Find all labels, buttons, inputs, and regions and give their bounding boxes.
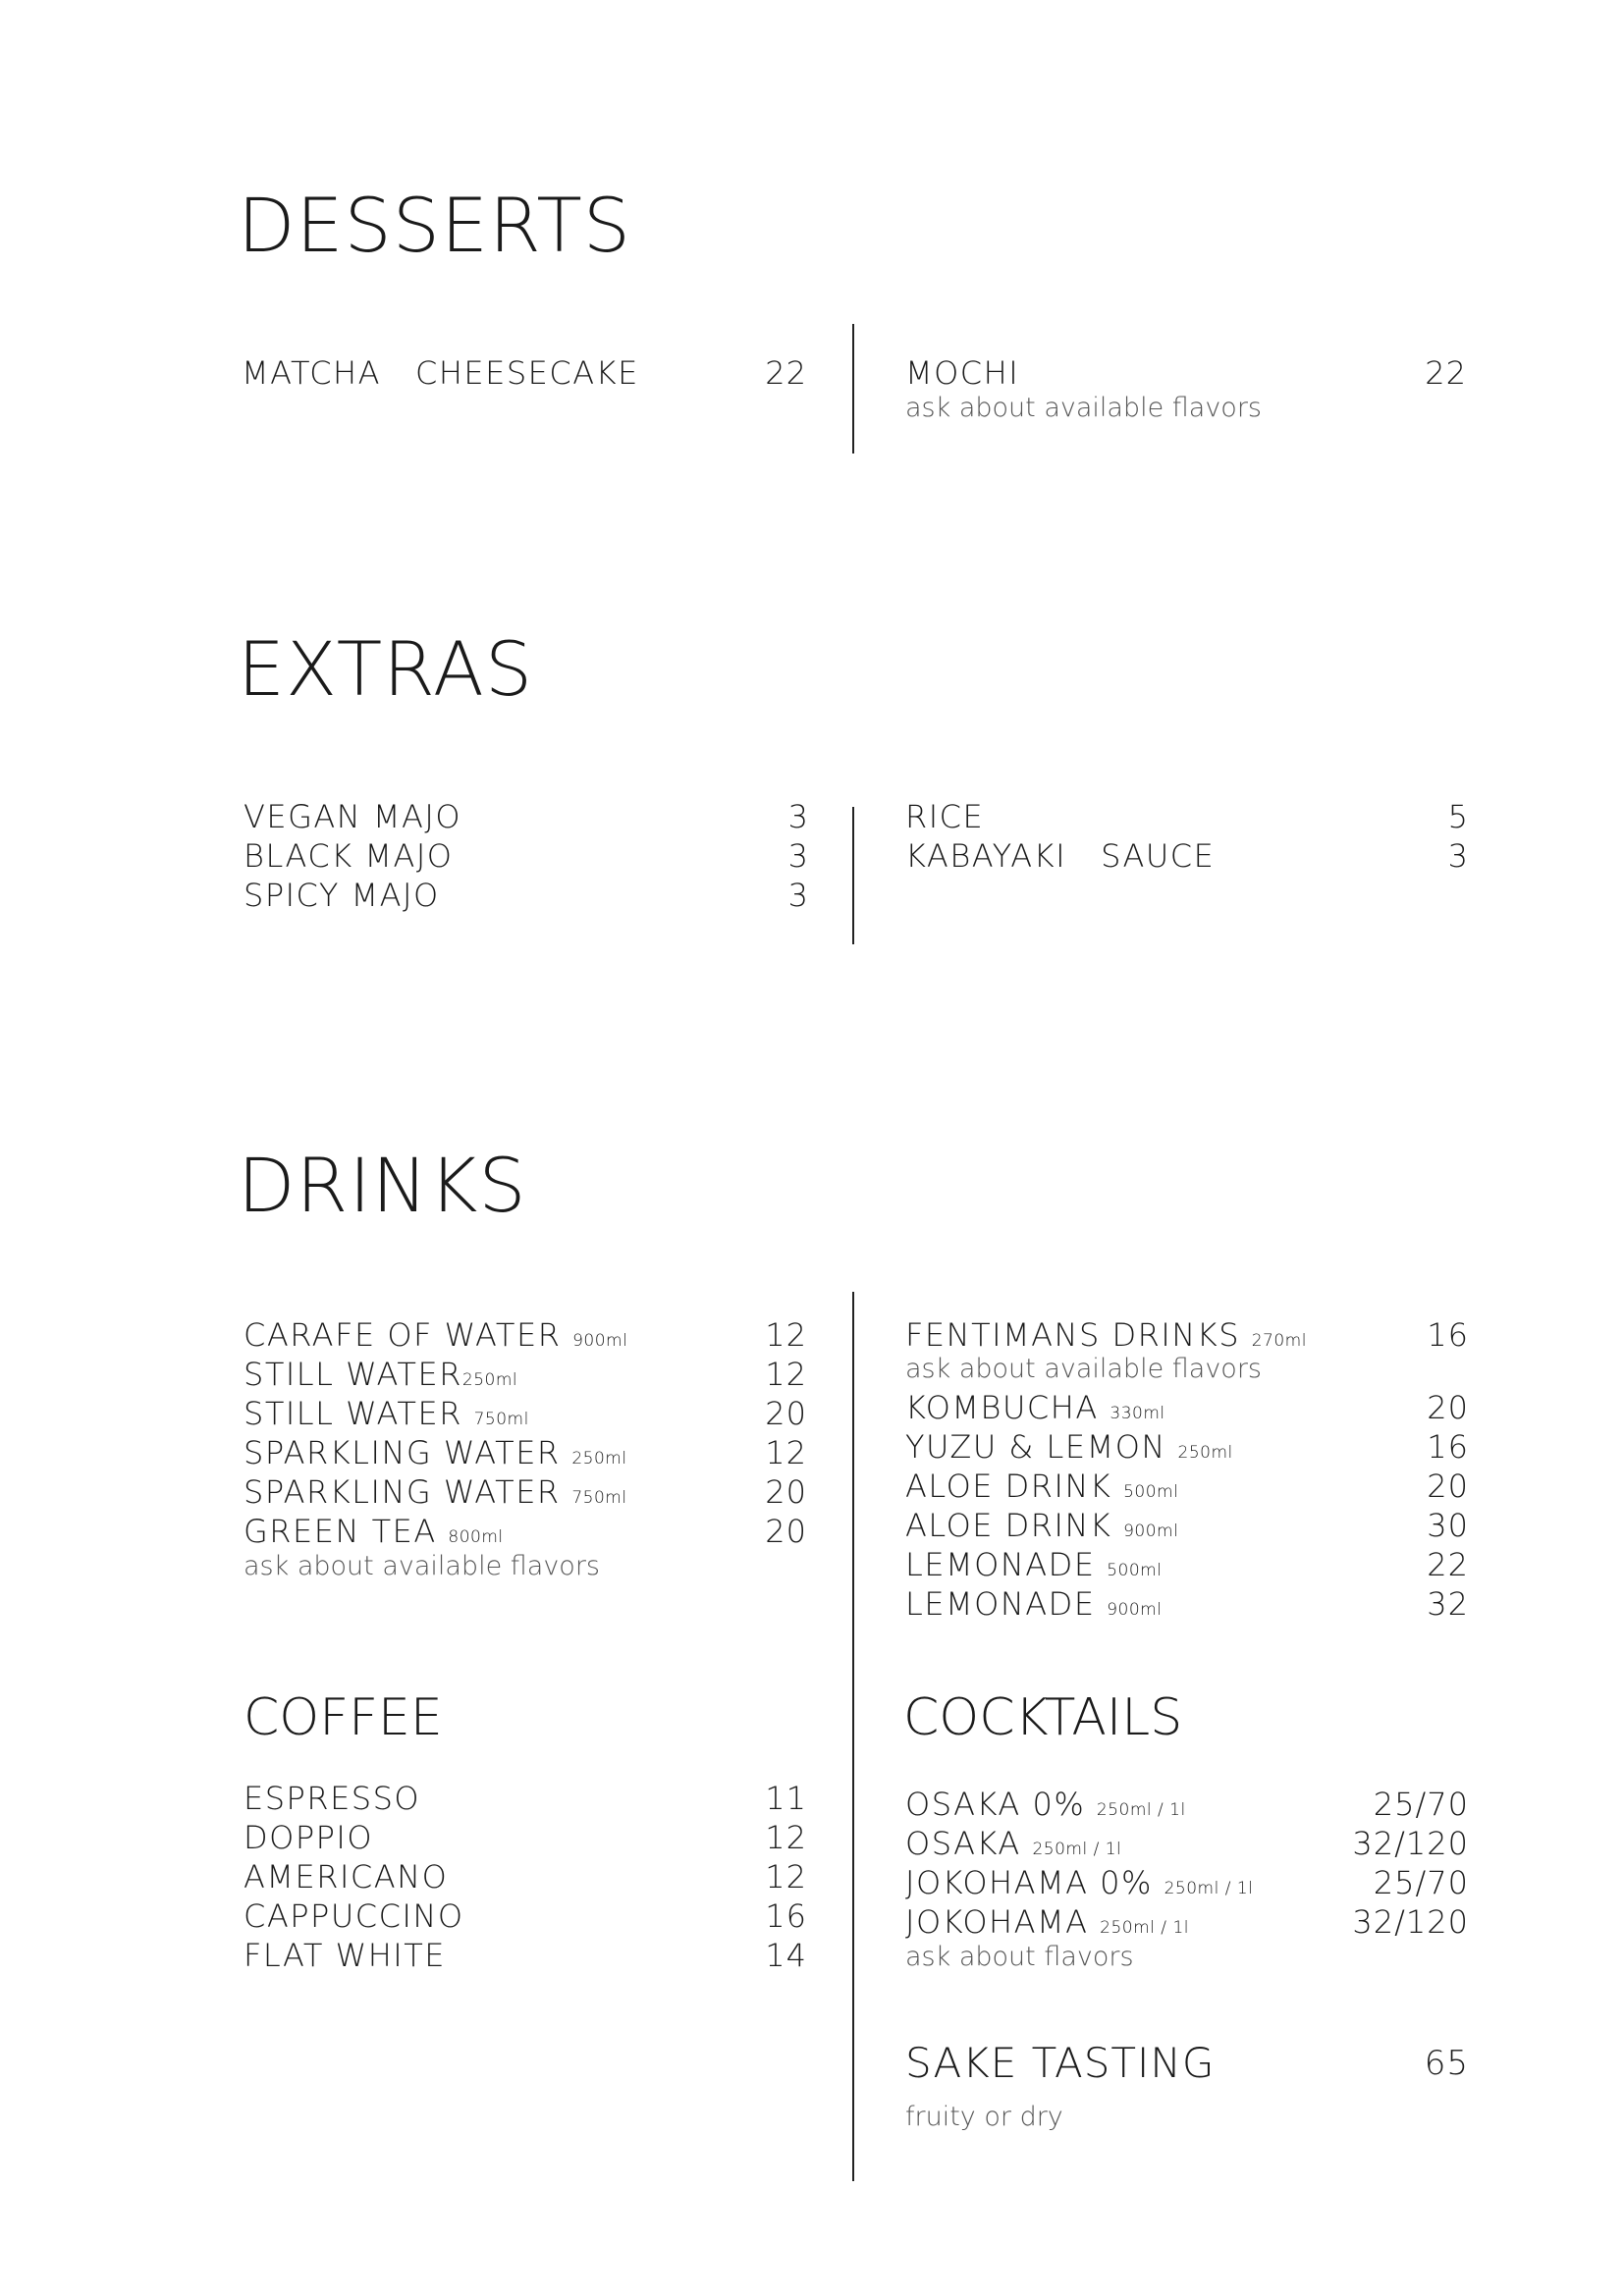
item-volume: 330ml	[1110, 1404, 1165, 1423]
item-price: 32/120	[1352, 1903, 1469, 1941]
item-volume: 900ml	[1107, 1600, 1163, 1620]
item-price: 20	[1427, 1468, 1469, 1505]
item-volume: 250ml / 1l	[1100, 1918, 1189, 1938]
item-price: 12	[765, 1434, 807, 1471]
menu-item	[905, 1388, 1469, 1427]
menu-item	[244, 1936, 807, 1975]
item-price: 25/70	[1373, 1864, 1469, 1901]
menu-item	[244, 1315, 807, 1355]
menu-item	[244, 1512, 807, 1551]
item-volume: 250ml	[1177, 1443, 1233, 1463]
item-price: 20	[765, 1395, 807, 1432]
item-volume: 250ml	[571, 1449, 627, 1468]
coffee-title: COFFEE	[244, 1688, 443, 1747]
item-volume: 500ml	[1107, 1561, 1163, 1580]
item-name: STILL WATER 750ml	[244, 1395, 529, 1432]
item-price: 16	[1427, 1316, 1469, 1354]
item-name: BLACK MAJO	[244, 837, 454, 875]
item-price: 22	[1427, 1546, 1469, 1583]
item-name: CAPPUCCINO	[244, 1897, 464, 1935]
item-name: FENTIMANS DRINKS 270ml	[905, 1316, 1307, 1354]
item-price: 20	[765, 1473, 807, 1511]
item-name: SAKE TASTING	[905, 2039, 1216, 2087]
menu-item	[905, 836, 1469, 876]
drinks-title: DRINKS	[238, 1142, 527, 1229]
item-name: MATCHA CHEESECAKE	[242, 354, 639, 392]
item-volume: 250ml / 1l	[1032, 1840, 1122, 1859]
menu-item	[905, 353, 1467, 393]
extras-title: EXTRAS	[238, 625, 534, 713]
item-name: KABAYAKI SAUCE	[905, 837, 1216, 875]
item-name: ESPRESSO	[244, 1780, 421, 1817]
item-price: 3	[1447, 837, 1469, 875]
item-note: ask about flavors	[905, 1942, 1134, 1972]
item-name: OSAKA 250ml / 1l	[905, 1825, 1122, 1862]
item-name: SPARKLING WATER 250ml	[244, 1434, 627, 1471]
item-price: 16	[765, 1897, 807, 1935]
item-price: 30	[1427, 1507, 1469, 1544]
item-name: ALOE DRINK 500ml	[905, 1468, 1179, 1505]
item-price: 12	[765, 1858, 807, 1896]
menu-item	[905, 1902, 1469, 1942]
menu-item	[905, 2038, 1469, 2089]
menu-item	[244, 1433, 807, 1472]
menu-item	[244, 1779, 807, 1818]
menu-item	[244, 1355, 807, 1394]
item-note: ask about available flavors	[244, 1551, 600, 1581]
item-price: 65	[1424, 2044, 1469, 2083]
menu-item	[244, 836, 809, 876]
item-price: 12	[765, 1356, 807, 1393]
menu-item	[905, 1584, 1469, 1624]
item-note: ask about available flavors	[905, 1354, 1262, 1384]
item-price: 20	[1427, 1389, 1469, 1426]
item-name: FLAT WHITE	[244, 1937, 446, 1974]
menu-item	[905, 1315, 1469, 1355]
cocktails-title: COCKTAILS	[903, 1688, 1183, 1747]
menu-item	[905, 1863, 1469, 1902]
item-name: LEMONADE 500ml	[905, 1546, 1163, 1583]
item-price: 32/120	[1352, 1825, 1469, 1862]
item-name: OSAKA 0% 250ml / 1l	[905, 1786, 1186, 1823]
item-price: 25/70	[1373, 1786, 1469, 1823]
column-divider	[852, 1292, 854, 2181]
menu-item	[244, 876, 809, 915]
item-name: GREEN TEA 800ml	[244, 1513, 504, 1550]
column-divider	[852, 324, 854, 454]
item-volume: 900ml	[572, 1331, 628, 1351]
item-price: 3	[787, 837, 809, 875]
item-name: DOPPIO	[244, 1819, 374, 1856]
item-note: ask about available flavors	[905, 393, 1262, 423]
item-name: YUZU & LEMON 250ml	[905, 1428, 1233, 1466]
item-volume: 750ml	[473, 1410, 529, 1429]
menu-item	[905, 1467, 1469, 1506]
menu-item	[242, 353, 807, 393]
menu-item	[244, 1857, 807, 1896]
item-price: 11	[765, 1780, 807, 1817]
item-name: JOKOHAMA 0% 250ml / 1l	[905, 1864, 1254, 1901]
item-name: JOKOHAMA 250ml / 1l	[905, 1903, 1189, 1941]
item-price: 20	[765, 1513, 807, 1550]
item-price: 14	[765, 1937, 807, 1974]
desserts-title: DESSERTS	[238, 182, 631, 269]
item-volume: 500ml	[1123, 1482, 1179, 1502]
item-name: RICE	[905, 798, 985, 835]
item-volume: 250ml / 1l	[1096, 1800, 1186, 1820]
menu-item	[244, 1394, 807, 1433]
menu-item	[905, 1506, 1469, 1545]
item-name: STILL WATER250ml	[244, 1356, 518, 1393]
item-price: 22	[1425, 354, 1467, 392]
item-price: 32	[1427, 1585, 1469, 1623]
item-name: SPICY MAJO	[244, 877, 440, 914]
item-volume: 270ml	[1251, 1331, 1307, 1351]
menu-item	[244, 1818, 807, 1857]
item-name: ALOE DRINK 900ml	[905, 1507, 1179, 1544]
item-price: 3	[787, 798, 809, 835]
item-note: fruity or dry	[905, 2102, 1063, 2132]
item-volume: 250ml	[461, 1370, 518, 1390]
menu-item	[905, 1427, 1469, 1467]
menu-item	[244, 1896, 807, 1936]
item-name: AMERICANO	[244, 1858, 449, 1896]
item-name: SPARKLING WATER 750ml	[244, 1473, 627, 1511]
item-price: 12	[765, 1316, 807, 1354]
menu-item	[244, 1472, 807, 1512]
item-volume: 900ml	[1123, 1522, 1179, 1541]
item-price: 16	[1427, 1428, 1469, 1466]
column-divider	[852, 807, 854, 944]
item-price: 5	[1447, 798, 1469, 835]
menu-item	[905, 1824, 1469, 1863]
item-name: CARAFE OF WATER 900ml	[244, 1316, 628, 1354]
item-price: 22	[765, 354, 807, 392]
item-volume: 250ml / 1l	[1164, 1879, 1254, 1898]
menu-item	[905, 797, 1469, 836]
menu-item	[244, 797, 809, 836]
item-name: LEMONADE 900ml	[905, 1585, 1163, 1623]
item-name: MOCHI	[905, 354, 1020, 392]
item-volume: 750ml	[571, 1488, 627, 1508]
menu-item	[905, 1785, 1469, 1824]
item-price: 12	[765, 1819, 807, 1856]
menu-item	[905, 1545, 1469, 1584]
item-volume: 800ml	[448, 1527, 504, 1547]
item-name: KOMBUCHA 330ml	[905, 1389, 1165, 1426]
item-name: VEGAN MAJO	[244, 798, 462, 835]
item-price: 3	[787, 877, 809, 914]
